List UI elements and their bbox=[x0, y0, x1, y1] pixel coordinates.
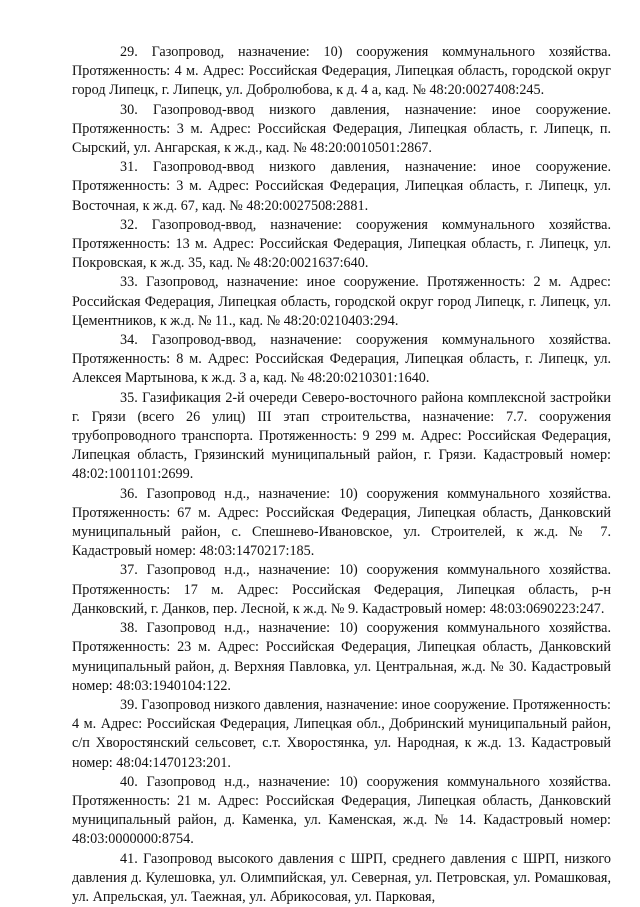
list-item-32: 32. Газопровод-ввод, назначение: сооружения коммунального хозяйства. Протяженность: 13 м. Адрес: Российская Федерация, Липецкая область, г. Липецк, ул. Покровская, к ж.д. 35, кад. № 48:20:0021637:640. bbox=[72, 216, 611, 272]
list-item-38: 38. Газопровод н.д., назначение: 10) сооружения коммунального хозяйства. Протяженность: 23 м. Адрес: Российская Федерация, Липецкая область, Данковский муниципальный район, д. Верхняя Павловка, ул. Центральная, ж.д. № 30. Кадастровый номер: 48:03:1940104:122. bbox=[72, 620, 611, 694]
list-item-29: 29. Газопровод, назначение: 10) сооружения коммунального хозяйства. Протяженность: 4 м. Адрес: Российская Федерация, Липецкая область, городской округ город Липецк, г. Липецк, ул. Добролюбова, к д. 4 а, кад. № 48:20:0027408:245. bbox=[72, 44, 611, 99]
list-item-36: 36. Газопровод н.д., назначение: 10) сооружения коммунального хозяйства. Протяженность: 67 м. Адрес: Российская Федерация, Липецкая область, Данковский муниципальный район, с. Спешнево-Ивановское, ул. Строителей, к ж.д. № 7. Кадастровый номер: 48:03:1470217:185. bbox=[72, 485, 611, 560]
list-item-30: 30. Газопровод-ввод низкого давления, назначение: иное сооружение. Протяженность: 3 м. Адрес: Российская Федерация, Липецкая область, г. Липецк, п. Сырский, ул. Ангарская, к ж.д., кад. № 48:20:0010501:2867. bbox=[72, 101, 611, 157]
list-item-37: 37. Газопровод н.д., назначение: 10) сооружения коммунального хозяйства. Протяженность: 17 м. Адрес: Российская Федерация, Липецкая область, р-н Данковский, г. Данков, пер. Лесной, к ж.д. № 9. Кадастровый номер: 48:03:0690223:247. bbox=[72, 562, 611, 617]
list-item-34: 34. Газопровод-ввод, назначение: сооружения коммунального хозяйства. Протяженность: 8 м. Адрес: Российская Федерация, Липецкая область, г. Липецк, ул. Алексея Мартынова, к ж.д. 3 а, кад. № 48:20:0210301:1640. bbox=[72, 332, 611, 387]
list-item-35: 35. Газификация 2-й очереди Северо-восточного района комплексной застройки г. Грязи (всего 26 улиц) III этап строительства, назначение: 7.7. сооружения трубопроводного транспорта. Протяженность: 9 299 м. Адрес: Российская Федерация, Липецкая область, Грязинский муниципальный район, г. Грязи. Кадастровый номер: 48:02:1001101:2699. bbox=[72, 389, 611, 483]
list-item-41: 41. Газопровод высокого давления с ШРП, среднего давления с ШРП, низкого давления д. Кулешовка, ул. Олимпийская, ул. Северная, ул. Петровская, ул. Ромашковая, ул. Апрельская, ул. Таежная, ул. Абрикосовая, ул. Парковая, bbox=[72, 850, 611, 905]
document-body bbox=[72, 43, 611, 907]
list-item-33: 33. Газопровод, назначение: иное сооружение. Протяженность: 2 м. Адрес: Российская Федерация, Липецкая область, городской округ город Липецк, г. Липецк, ул. Цементников, к ж.д. № 11., кад. № 48:20:0210403:294. bbox=[72, 274, 611, 329]
list-item-40: 40. Газопровод н.д., назначение: 10) сооружения коммунального хозяйства. Протяженность: 21 м. Адрес: Российская Федерация, Липецкая область, Данковский муниципальный район, д. Каменка, ул. Каменская, ж.д. № 14. Кадастровый номер: 48:03:0000000:8754. bbox=[72, 773, 611, 848]
list-item-39: 39. Газопровод низкого давления, назначение: иное сооружение. Протяженность: 4 м. Адрес: Российская Федерация, Липецкая обл., Добринский муниципальный район, с/п Хворостянский сельсовет, с.т. Хворостянка, ул. Народная, к ж.д. 13. Кадастровый номер: 48:04:1470123:201. bbox=[72, 696, 611, 771]
list-item-31: 31. Газопровод-ввод низкого давления, назначение: иное сооружение. Протяженность: 3 м. Адрес: Российская Федерация, Липецкая область, г. Липецк, ул. Восточная, к ж.д. 67, кад. № 48:20:0027508:2881. bbox=[72, 159, 611, 214]
